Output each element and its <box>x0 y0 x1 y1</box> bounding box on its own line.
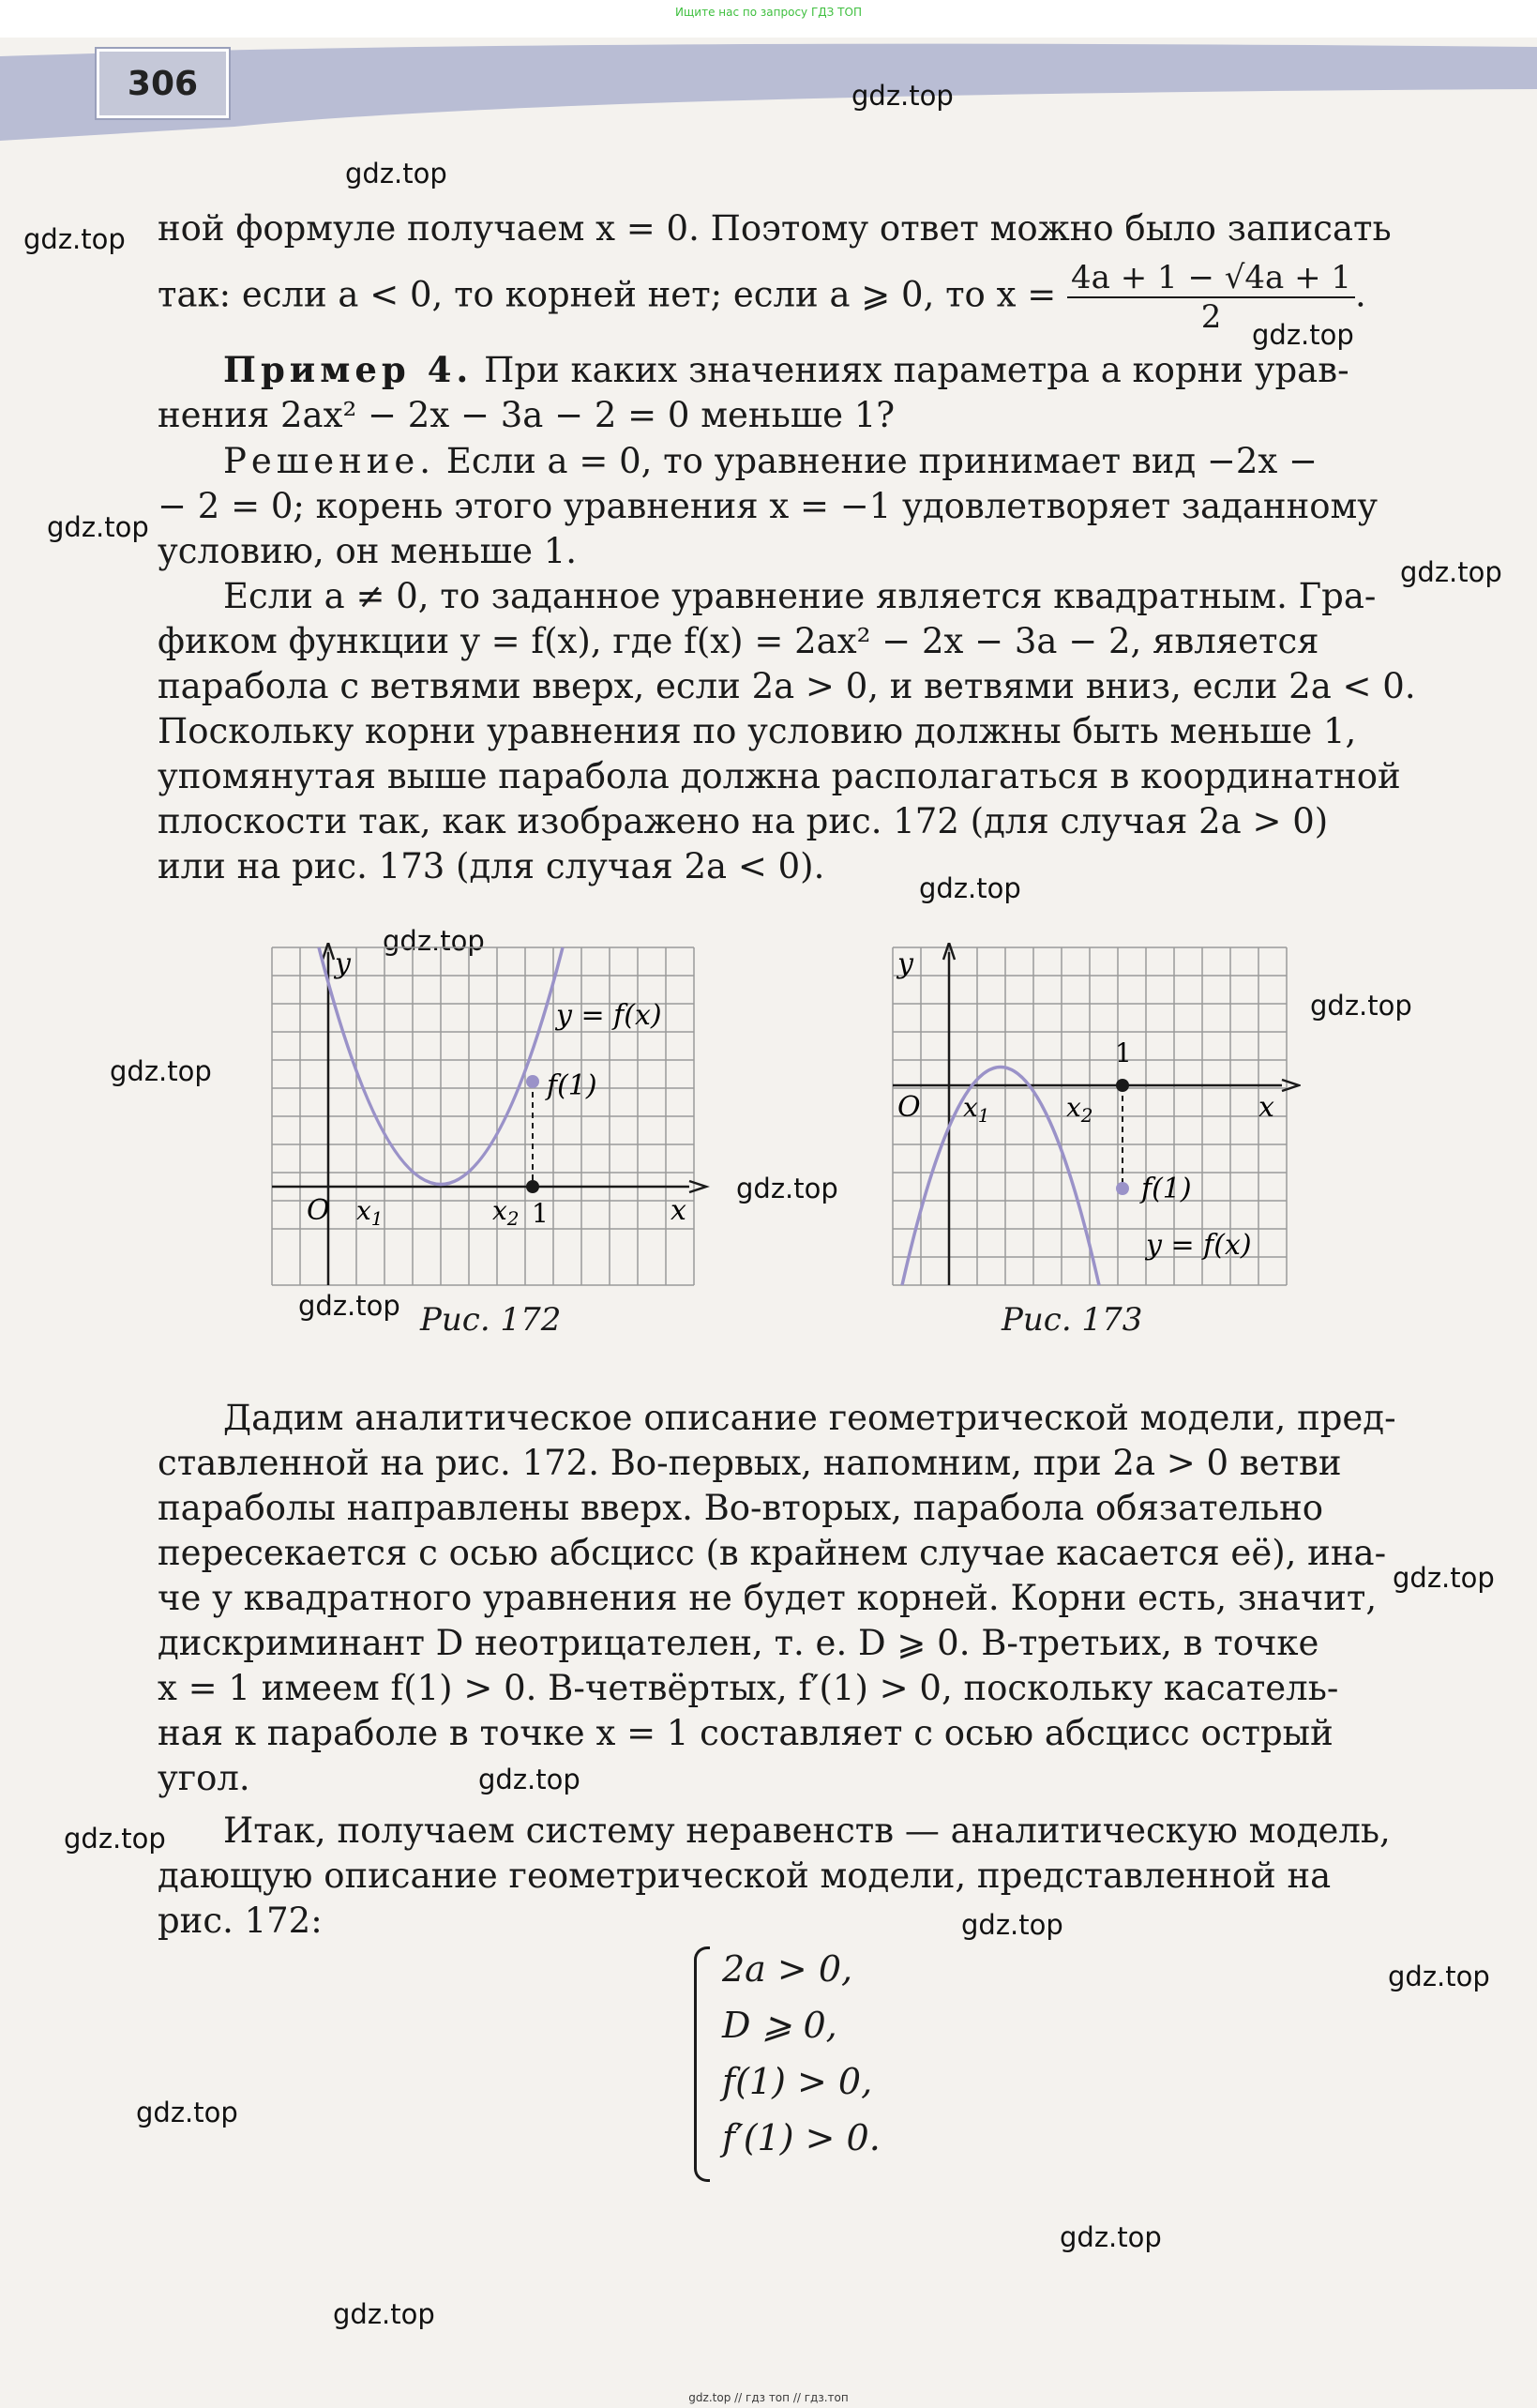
x-axis-arrow <box>1282 1080 1299 1091</box>
text-line: ная к параболе в точке x = 1 составляет с осью абсцисс острый <box>158 1713 1334 1753</box>
watermark: gdz.top <box>1393 1562 1495 1594</box>
point-one <box>526 1180 539 1193</box>
inequality: D ⩾ 0, <box>722 2005 837 2046</box>
text-line: упомянутая выше парабола должна располагаться в координатной <box>158 756 1401 796</box>
fraction-denominator: 2 <box>1200 298 1222 336</box>
watermark: gdz.top <box>478 1764 580 1795</box>
paragraph-system-intro <box>158 1809 1405 1944</box>
header-band <box>0 38 1537 141</box>
text-line: фиком функции y = f(x), где f(x) = 2ax² − 2x − 3a − 2, является <box>158 621 1319 661</box>
root-x1-label: $x_1$ <box>356 1195 384 1230</box>
root-x1-label: $x_1$ <box>963 1092 990 1127</box>
origin-label: O <box>307 1194 330 1227</box>
text-line: параболы направлены вверх. Во-вторых, парабола обязательно <box>158 1488 1324 1528</box>
y-axis-label: y <box>897 947 913 980</box>
watermark: gdz.top <box>383 925 485 957</box>
text-line: Поскольку корни уравнения по условию должны быть меньше 1, <box>158 711 1357 751</box>
example-statement <box>158 347 1405 438</box>
watermark: gdz.top <box>298 1290 400 1322</box>
text-line: Дадим аналитическое описание геометрической модели, пред- <box>223 1398 1396 1438</box>
figure-caption: Рис. 173 <box>1002 1301 1143 1339</box>
system-brace <box>694 1946 710 2182</box>
text-line: нения 2ax² − 2x − 3a − 2 = 0 меньше 1? <box>158 395 896 435</box>
point-one <box>1116 1079 1129 1092</box>
text-fragment: Если a = 0, то уравнение принимает вид −2x − <box>445 441 1319 481</box>
text-line: плоскости так, как изображено на рис. 172 (для случая 2a > 0) <box>158 801 1329 841</box>
figure-172 <box>267 943 727 1290</box>
f1-label: f(1) <box>547 1069 597 1102</box>
inequality-system <box>694 1946 994 2176</box>
text-line: условию, он меньше 1. <box>158 531 578 571</box>
watermark: gdz.top <box>333 2298 435 2330</box>
inequality: f′(1) > 0. <box>722 2117 881 2158</box>
text-fragment: . <box>1355 274 1366 315</box>
x-axis-label: x <box>671 1194 686 1227</box>
grid <box>272 947 694 1285</box>
watermark: gdz.top <box>47 511 149 543</box>
watermark: gdz.top <box>1400 556 1502 588</box>
one-label: 1 <box>1115 1037 1132 1068</box>
function-label: y = f(x) <box>1146 1229 1252 1262</box>
text-line: рис. 172: <box>158 1901 323 1941</box>
origin-label: O <box>897 1091 921 1124</box>
root-x2-label: $x_2$ <box>492 1195 520 1230</box>
point-f1 <box>1116 1182 1129 1195</box>
text-line: ставленной на рис. 172. Во-первых, напомним, при 2a > 0 ветви <box>158 1443 1342 1483</box>
text-fragment: При каких значениях параметра a корни урав- <box>484 350 1349 390</box>
page-number: 306 <box>97 49 229 118</box>
text-line: Итак, получаем систему неравенств — аналитическую модель, <box>223 1810 1391 1851</box>
text-line: угол. <box>158 1758 250 1798</box>
text-line <box>158 439 1405 484</box>
text-line: x = 1 имеем f(1) > 0. В-четвёртых, f′(1) > 0, поскольку касатель- <box>158 1668 1339 1708</box>
watermark: gdz.top <box>1310 990 1412 1022</box>
x-axis-label: x <box>1258 1091 1274 1124</box>
text-line <box>158 347 1405 393</box>
one-label: 1 <box>532 1198 549 1229</box>
figure-173 <box>888 943 1301 1290</box>
watermark: gdz.top <box>23 223 126 255</box>
watermark: gdz.top <box>736 1173 838 1204</box>
paragraph-quadratic <box>158 574 1416 889</box>
watermark: gdz.top <box>1252 319 1354 351</box>
paragraph-analysis <box>158 1396 1405 1801</box>
top-note: Ищите нас по запросу ГДЗ ТОП <box>675 6 862 19</box>
text-line: или на рис. 173 (для случая 2a < 0). <box>158 846 825 886</box>
fraction-numerator: 4a + 1 − √4a + 1 <box>1067 259 1355 298</box>
function-label: y = f(x) <box>556 999 662 1032</box>
watermark: gdz.top <box>1388 1961 1490 1992</box>
y-axis-label: y <box>335 947 351 980</box>
text-line: дискриминант D неотрицателен, т. е. D ⩾ 0. В-третьих, в точке <box>158 1623 1319 1663</box>
text-line: че у квадратного уравнения не будет корней. Корни есть, значит, <box>158 1578 1378 1618</box>
watermark: gdz.top <box>345 158 447 189</box>
inequality: 2a > 0, <box>722 1948 853 1990</box>
f1-label: f(1) <box>1141 1173 1192 1205</box>
watermark: gdz.top <box>961 1909 1063 1941</box>
watermark: gdz.top <box>110 1055 212 1087</box>
example-label: Пример 4. <box>223 349 474 390</box>
paragraph-intro <box>158 206 1405 336</box>
solution-label: Решение. <box>223 441 436 481</box>
watermark: gdz.top <box>919 872 1021 904</box>
text-line-with-fraction <box>158 259 1405 336</box>
text-line: Если a ≠ 0, то заданное уравнение является квадратным. Гра- <box>223 576 1377 616</box>
figure-caption: Рис. 172 <box>420 1301 562 1339</box>
text-line: пересекается с осью абсцисс (в крайнем случае касается её), ина- <box>158 1533 1387 1573</box>
watermark: gdz.top <box>136 2097 238 2128</box>
fraction <box>1067 259 1355 336</box>
text-fragment: так: если a < 0, то корней нет; если a ⩾ 0, то x = <box>158 274 1057 315</box>
text-line: ной формуле получаем x = 0. Поэтому ответ можно было записать <box>158 208 1392 249</box>
watermark: gdz.top <box>64 1823 166 1855</box>
inequality: f(1) > 0, <box>722 2061 873 2102</box>
watermark: gdz.top <box>851 80 954 112</box>
solution-paragraph <box>158 439 1405 574</box>
text-line: дающую описание геометрической модели, представленной на <box>158 1855 1332 1896</box>
watermark: gdz.top <box>1060 2221 1162 2253</box>
text-line: − 2 = 0; корень этого уравнения x = −1 удовлетворяет заданному <box>158 486 1379 526</box>
text-line: парабола с ветвями вверх, если 2a > 0, и ветвями вниз, если 2a < 0. <box>158 666 1416 706</box>
x-axis-arrow <box>689 1181 706 1192</box>
point-f1 <box>526 1075 539 1088</box>
root-x2-label: $x_2$ <box>1066 1092 1093 1127</box>
bottom-note: gdz.top // гдз топ // гдз.топ <box>688 2391 849 2404</box>
